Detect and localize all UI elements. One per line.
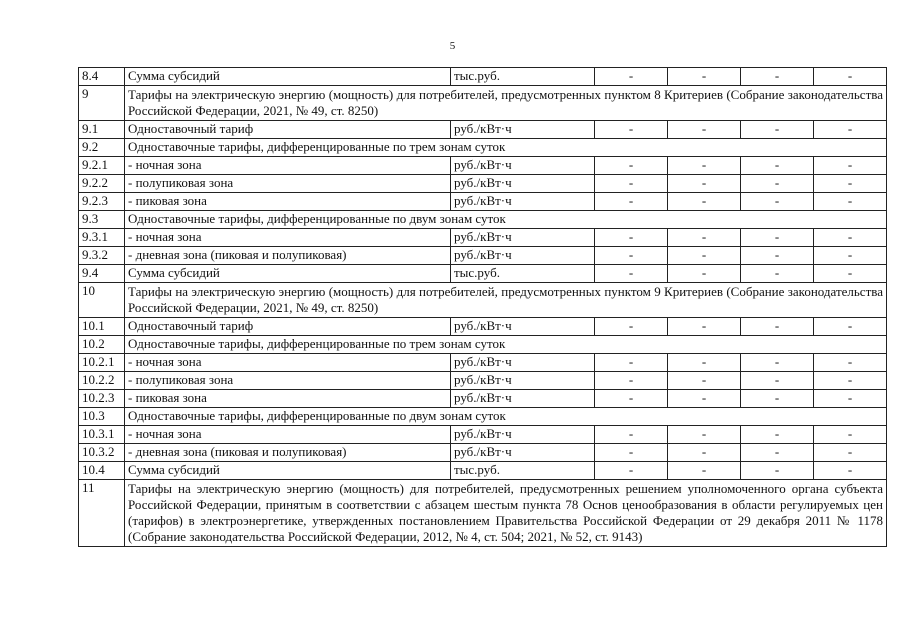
value-cell: - — [814, 390, 887, 408]
unit: тыс.руб. — [451, 68, 595, 86]
indicator-name: - пиковая зона — [125, 193, 451, 211]
value-cell: - — [668, 157, 741, 175]
row-number: 9 — [79, 86, 125, 121]
section-row — [79, 211, 887, 229]
section-row — [79, 283, 887, 318]
value-cell: - — [595, 390, 668, 408]
value-cell: - — [595, 318, 668, 336]
table-row — [79, 426, 887, 444]
page-number: 5 — [449, 40, 456, 52]
value-cell: - — [595, 247, 668, 265]
indicator-name: - ночная зона — [125, 354, 451, 372]
table-row — [79, 462, 887, 480]
value-cell: - — [668, 390, 741, 408]
indicator-name: - ночная зона — [125, 426, 451, 444]
value-cell: - — [668, 444, 741, 462]
section-title: Одноставочные тарифы, дифференцированные по трем зонам суток — [125, 139, 887, 157]
unit: руб./кВт·ч — [451, 444, 595, 462]
table-row — [79, 390, 887, 408]
value-cell: - — [741, 354, 814, 372]
section-row — [79, 480, 887, 547]
section-row — [79, 139, 887, 157]
value-cell: - — [741, 372, 814, 390]
section-title: Тарифы на электрическую энергию (мощность) для потребителей, предусмотренных пунктом 9 Критериев (Собрание законодательства Российской Федерации, 2021, № 49, ст. 8250) — [125, 283, 887, 318]
value-cell: - — [741, 175, 814, 193]
value-cell: - — [741, 462, 814, 480]
value-cell: - — [741, 265, 814, 283]
value-cell: - — [741, 229, 814, 247]
indicator-name: - ночная зона — [125, 229, 451, 247]
tariff-table — [78, 67, 887, 547]
section-title: Одноставочные тарифы, дифференцированные по двум зонам суток — [125, 408, 887, 426]
table-row — [79, 193, 887, 211]
value-cell: - — [595, 229, 668, 247]
indicator-name: Одноставочный тариф — [125, 121, 451, 139]
value-cell: - — [814, 426, 887, 444]
row-number: 10.2.1 — [79, 354, 125, 372]
row-number: 10.3.2 — [79, 444, 125, 462]
section-row — [79, 336, 887, 354]
row-number: 10.2 — [79, 336, 125, 354]
table-row — [79, 229, 887, 247]
value-cell: - — [668, 229, 741, 247]
value-cell: - — [814, 265, 887, 283]
unit: руб./кВт·ч — [451, 175, 595, 193]
value-cell: - — [741, 426, 814, 444]
row-number: 9.1 — [79, 121, 125, 139]
row-number: 9.3.1 — [79, 229, 125, 247]
unit: руб./кВт·ч — [451, 229, 595, 247]
value-cell: - — [814, 229, 887, 247]
unit: руб./кВт·ч — [451, 193, 595, 211]
row-number: 10 — [79, 283, 125, 318]
indicator-name: - полупиковая зона — [125, 372, 451, 390]
unit: тыс.руб. — [451, 462, 595, 480]
row-number: 9.3.2 — [79, 247, 125, 265]
value-cell: - — [595, 426, 668, 444]
section-title: Одноставочные тарифы, дифференцированные по трем зонам суток — [125, 336, 887, 354]
row-number: 10.1 — [79, 318, 125, 336]
value-cell: - — [595, 121, 668, 139]
value-cell: - — [668, 247, 741, 265]
row-number: 10.2.3 — [79, 390, 125, 408]
unit: руб./кВт·ч — [451, 426, 595, 444]
indicator-name: - ночная зона — [125, 157, 451, 175]
indicator-name: - дневная зона (пиковая и полупиковая) — [125, 444, 451, 462]
section-row — [79, 408, 887, 426]
row-number: 8.4 — [79, 68, 125, 86]
value-cell: - — [741, 68, 814, 86]
indicator-name: Одноставочный тариф — [125, 318, 451, 336]
table-row — [79, 247, 887, 265]
value-cell: - — [741, 157, 814, 175]
value-cell: - — [668, 372, 741, 390]
unit: руб./кВт·ч — [451, 372, 595, 390]
value-cell: - — [814, 121, 887, 139]
row-number: 10.3.1 — [79, 426, 125, 444]
value-cell: - — [814, 157, 887, 175]
unit: руб./кВт·ч — [451, 318, 595, 336]
unit: руб./кВт·ч — [451, 157, 595, 175]
value-cell: - — [668, 68, 741, 86]
unit: тыс.руб. — [451, 265, 595, 283]
value-cell: - — [668, 265, 741, 283]
tariff-table-body — [79, 68, 887, 547]
value-cell: - — [741, 193, 814, 211]
table-row — [79, 265, 887, 283]
value-cell: - — [741, 390, 814, 408]
value-cell: - — [668, 354, 741, 372]
table-row — [79, 175, 887, 193]
row-number: 9.3 — [79, 211, 125, 229]
value-cell: - — [595, 372, 668, 390]
indicator-name: Сумма субсидий — [125, 462, 451, 480]
indicator-name: Сумма субсидий — [125, 265, 451, 283]
value-cell: - — [814, 247, 887, 265]
value-cell: - — [595, 68, 668, 86]
table-row — [79, 372, 887, 390]
section-title: Тарифы на электрическую энергию (мощность) для потребителей, предусмотренных решением уполномоченного органа субъекта Российской Федерации, принятым в соответствии с абзацем шестым пункта 78 Основ ценообразования в области регулируемых цен (тарифов) в электроэнергетике, утвержденных постановлением Правительства Российской Федерации от 29 декабря 2011 № 1178 (Собрание законодательства Российской Федерации, 2012, № 4, ст. 504; 2021, № 52, ст. 9143) — [125, 480, 887, 547]
value-cell: - — [595, 444, 668, 462]
row-number: 9.2 — [79, 139, 125, 157]
value-cell: - — [814, 462, 887, 480]
value-cell: - — [814, 193, 887, 211]
table-row — [79, 157, 887, 175]
section-row — [79, 86, 887, 121]
value-cell: - — [814, 354, 887, 372]
table-row — [79, 354, 887, 372]
table-row — [79, 444, 887, 462]
value-cell: - — [668, 426, 741, 444]
value-cell: - — [595, 462, 668, 480]
value-cell: - — [741, 318, 814, 336]
value-cell: - — [668, 121, 741, 139]
row-number: 9.2.1 — [79, 157, 125, 175]
value-cell: - — [668, 193, 741, 211]
value-cell: - — [741, 121, 814, 139]
value-cell: - — [814, 372, 887, 390]
unit: руб./кВт·ч — [451, 390, 595, 408]
value-cell: - — [668, 462, 741, 480]
row-number: 10.2.2 — [79, 372, 125, 390]
value-cell: - — [814, 175, 887, 193]
table-row — [79, 121, 887, 139]
value-cell: - — [595, 157, 668, 175]
value-cell: - — [814, 444, 887, 462]
unit: руб./кВт·ч — [451, 247, 595, 265]
table-row — [79, 68, 887, 86]
indicator-name: - пиковая зона — [125, 390, 451, 408]
value-cell: - — [668, 318, 741, 336]
section-title: Одноставочные тарифы, дифференцированные по двум зонам суток — [125, 211, 887, 229]
table-row — [79, 318, 887, 336]
indicator-name: Сумма субсидий — [125, 68, 451, 86]
indicator-name: - полупиковая зона — [125, 175, 451, 193]
row-number: 10.3 — [79, 408, 125, 426]
section-title: Тарифы на электрическую энергию (мощность) для потребителей, предусмотренных пунктом 8 Критериев (Собрание законодательства Российской Федерации, 2021, № 49, ст. 8250) — [125, 86, 887, 121]
value-cell: - — [741, 247, 814, 265]
value-cell: - — [668, 175, 741, 193]
indicator-name: - дневная зона (пиковая и полупиковая) — [125, 247, 451, 265]
value-cell: - — [741, 444, 814, 462]
row-number: 9.2.2 — [79, 175, 125, 193]
row-number: 9.4 — [79, 265, 125, 283]
unit: руб./кВт·ч — [451, 121, 595, 139]
row-number: 10.4 — [79, 462, 125, 480]
value-cell: - — [595, 193, 668, 211]
value-cell: - — [814, 68, 887, 86]
value-cell: - — [595, 354, 668, 372]
value-cell: - — [595, 175, 668, 193]
row-number: 9.2.3 — [79, 193, 125, 211]
value-cell: - — [814, 318, 887, 336]
value-cell: - — [595, 265, 668, 283]
unit: руб./кВт·ч — [451, 354, 595, 372]
row-number: 11 — [79, 480, 125, 547]
